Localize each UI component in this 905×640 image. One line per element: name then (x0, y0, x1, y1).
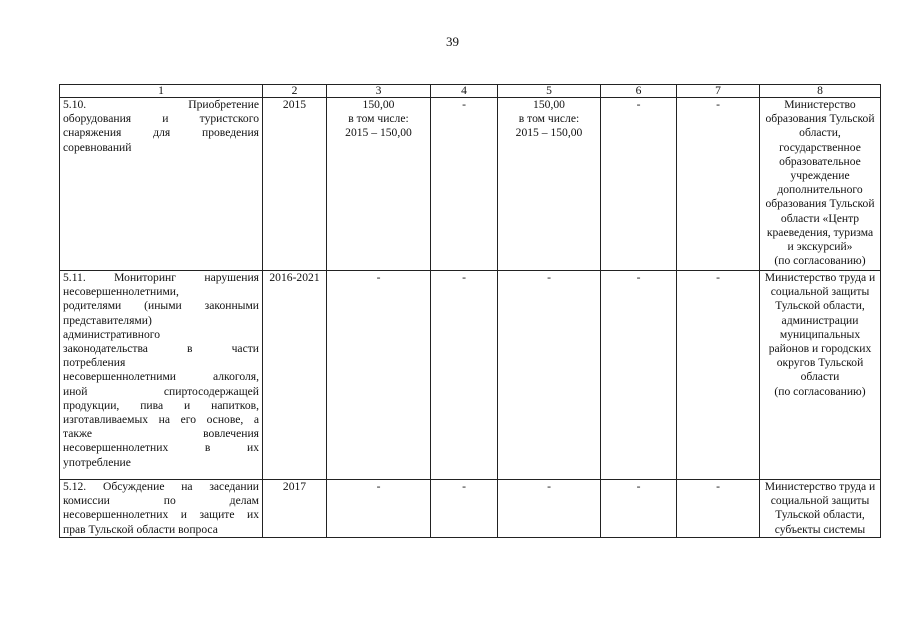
measure-description (60, 98, 263, 271)
funding-local-cell: - (601, 271, 677, 480)
measure-description-line: продукции, пива и напитков, (63, 398, 259, 412)
funding-federal-cell: - (431, 480, 498, 538)
column-header-2: 2 (263, 85, 327, 98)
column-header-3: 3 (327, 85, 431, 98)
column-header-5: 5 (498, 85, 601, 98)
column-header-4: 4 (431, 85, 498, 98)
executor-cell-line: образования Тульской (765, 112, 875, 126)
executor-cell-line: образования Тульской (765, 197, 875, 211)
executor-cell-line: (по согласованию) (774, 254, 866, 268)
executor-cell (760, 271, 881, 480)
measure-description-line: снаряжения для проведения (63, 126, 259, 140)
measure-description-line: иной спиртосодержащей (63, 384, 259, 398)
executor-cell-line: области, (799, 126, 841, 140)
executor-cell-line: социальной защиты (770, 285, 870, 299)
executor-cell-line: и экскурсий» (787, 240, 853, 254)
executor-cell-line: Министерство труда и (764, 480, 876, 493)
year-cell: 2015 (263, 98, 327, 271)
measure-description-line: соревнований (63, 140, 132, 154)
funding-federal-cell: - (431, 271, 498, 480)
funding-regional-cell-line: в том числе: (518, 112, 580, 126)
executor-cell-line: муниципальных (779, 327, 861, 341)
measure-description-line: несовершеннолетними, (63, 285, 179, 299)
column-header-6: 6 (601, 85, 677, 98)
funding-total-cell (327, 271, 431, 480)
funding-other-cell: - (677, 271, 760, 480)
funding-total-cell-line: 150,00 (362, 98, 395, 111)
funding-other-cell: - (677, 98, 760, 271)
funding-total-cell-line: в том числе: (348, 112, 409, 126)
measure-description-line: прав Тульской области вопроса (63, 522, 218, 536)
column-header-7: 7 (677, 85, 760, 98)
funding-regional-cell-line: - (547, 271, 551, 284)
column-header-1: 1 (60, 85, 263, 98)
measure-description-line: несовершеннолетних и защите их (63, 508, 259, 522)
funding-regional-cell (498, 271, 601, 480)
measure-description-line: родителями (иными законными (63, 299, 259, 313)
year-cell: 2016-2021 (263, 271, 327, 480)
executor-cell-line: образовательное (779, 154, 861, 168)
executor-cell-line: округов Тульской (776, 356, 864, 370)
measure-description-line: представителями) (63, 313, 152, 327)
executor-cell-line: краеведения, туризма (766, 225, 874, 239)
executor-cell-line: районов и городских (768, 342, 872, 356)
measures-table (59, 84, 881, 538)
executor-cell-line: субъекты системы (774, 522, 866, 536)
table-row (60, 98, 881, 271)
table-row (60, 480, 881, 538)
funding-federal-cell: - (431, 98, 498, 271)
measure-description-line: комиссии по делам (63, 494, 259, 508)
executor-cell (760, 98, 881, 271)
executor-cell-line: учреждение (790, 169, 850, 183)
executor-cell-line: дополнительного (777, 183, 863, 197)
measure-description (60, 271, 263, 480)
executor-cell-line: Тульской области, (775, 508, 865, 522)
funding-regional-cell-line: 150,00 (533, 98, 565, 111)
funding-regional-cell-line: 2015 – 150,00 (515, 126, 583, 140)
funding-regional-cell (498, 98, 601, 271)
executor-cell-line: (по согласованию) (774, 384, 866, 398)
executor-cell-line: государственное (779, 140, 861, 154)
executor-cell-line: администрации (781, 313, 859, 327)
table-body (60, 85, 881, 538)
measure-description-line: законодательства в части (63, 342, 259, 356)
table-row (60, 271, 881, 480)
measure-description-line: употребление (63, 455, 131, 469)
measure-description-line: 5.10. Приобретение (63, 98, 259, 111)
funding-local-cell: - (601, 98, 677, 271)
funding-regional-cell-line: - (547, 480, 551, 493)
measure-description-line: потребления (63, 356, 126, 370)
executor-cell-line: области «Центр (780, 211, 860, 225)
executor-cell-line: области (800, 370, 840, 384)
page-number: 39 (446, 34, 459, 49)
measure-description-line: 5.11. Мониторинг нарушения (63, 271, 259, 284)
measure-description-line: также вовлечения (63, 427, 259, 441)
measure-description-line: 5.12. Обсуждение на заседании (63, 480, 259, 493)
executor-cell-line: Министерство (784, 98, 856, 111)
year-cell: 2017 (263, 480, 327, 538)
measure-description-line: изготавливаемых на его основе, а (63, 413, 259, 427)
measure-description-line: несовершеннолетних в их (63, 441, 259, 455)
measure-description-line: оборудования и туристского (63, 112, 259, 126)
funding-total-cell (327, 98, 431, 271)
measure-description (60, 480, 263, 538)
column-header-8: 8 (760, 85, 881, 98)
funding-total-cell-line: - (376, 480, 381, 493)
measure-description-line: несовершеннолетними алкоголя, (63, 370, 259, 384)
executor-cell-line: Тульской области, (775, 299, 865, 313)
table-header-row (60, 85, 881, 98)
funding-total-cell-line: 2015 – 150,00 (345, 126, 412, 140)
executor-cell-line: социальной защиты (770, 494, 870, 508)
measure-description-line: административного (63, 327, 161, 341)
funding-other-cell: - (677, 480, 760, 538)
funding-local-cell: - (601, 480, 677, 538)
executor-cell-line: Министерство труда и (764, 271, 876, 284)
funding-total-cell (327, 480, 431, 538)
executor-cell (760, 480, 881, 538)
funding-total-cell-line: - (376, 271, 381, 284)
funding-regional-cell (498, 480, 601, 538)
